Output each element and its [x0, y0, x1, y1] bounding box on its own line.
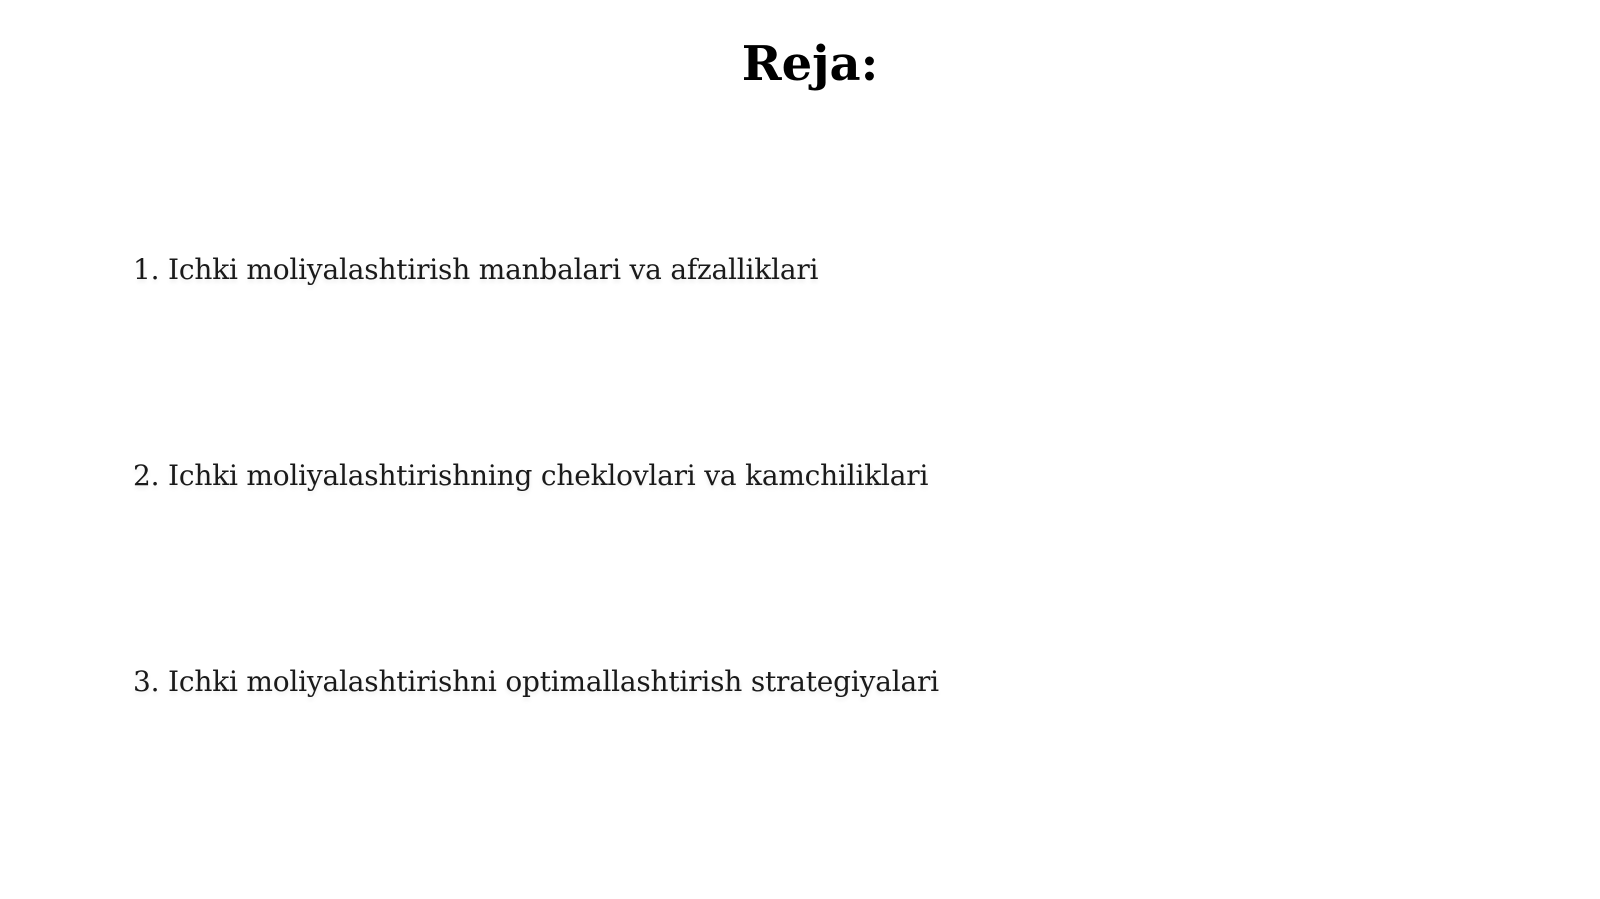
- plan-item-2: 2. Ichki moliyalashtirishning cheklovlari va kamchiliklari: [133, 459, 929, 492]
- plan-item-1: 1. Ichki moliyalashtirish manbalari va afzalliklari: [133, 253, 819, 286]
- plan-item-3: 3. Ichki moliyalashtirishni optimallashtirish strategiyalari: [133, 665, 939, 698]
- slide-title: Reja:: [741, 36, 879, 92]
